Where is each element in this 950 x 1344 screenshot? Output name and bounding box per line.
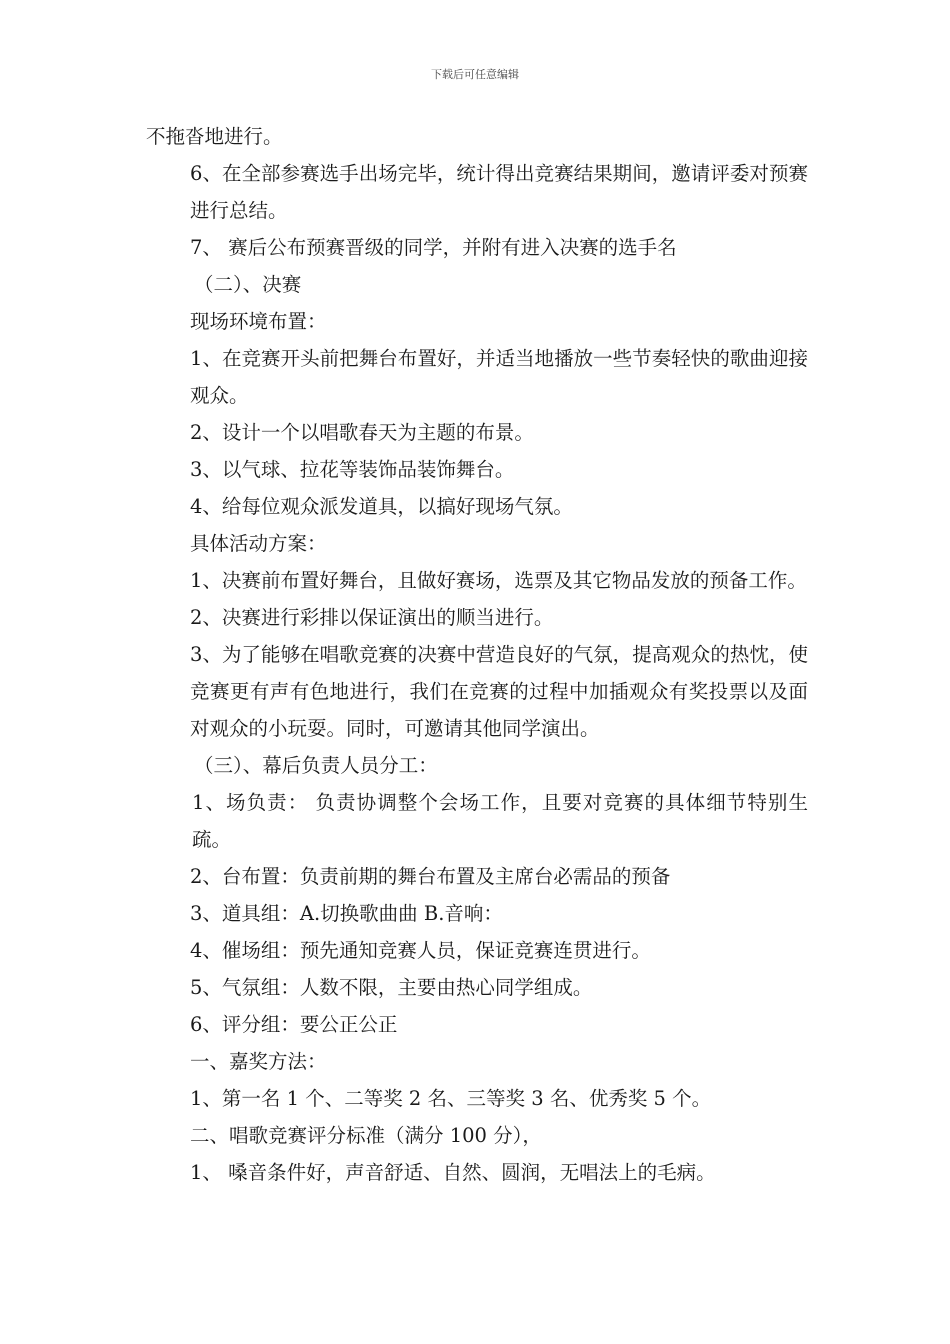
- section-heading: （三）、幕后负责人员分工：: [194, 754, 438, 777]
- paragraph-line: 2、决赛进行彩排以保证演出的顺当进行。: [190, 606, 554, 629]
- paragraph-line: 6、在全部参赛选手出场完毕，统计得出竞赛结果期间，邀请评委对预赛进行总结。: [190, 162, 808, 222]
- paragraph-line: 4、给每位观众派发道具，以搞好现场气氛。: [190, 495, 573, 518]
- paragraph-line: 1、场负责： 负责协调整个会场工作，且要对竞赛的具体细节特别生疏。: [192, 791, 808, 851]
- paragraph-line: 不拖沓地进行。: [146, 125, 283, 148]
- paragraph-line: 3、以气球、拉花等装饰品装饰舞台。: [190, 458, 515, 481]
- subsection-heading: 具体活动方案：: [190, 532, 327, 555]
- paragraph-line: 3、道具组：A.切换歌曲曲 B.音响：: [190, 902, 503, 925]
- subsection-heading: 现场环境布置：: [190, 310, 327, 333]
- paragraph-line: 1、在竞赛开头前把舞台布置好，并适当地播放一些节奏轻快的歌曲迎接观众。: [190, 347, 808, 407]
- section-heading: 二、唱歌竞赛评分标准（满分 100 分），: [190, 1124, 542, 1147]
- paragraph-line: 1、决赛前布置好舞台，且做好赛场，选票及其它物品发放的预备工作。: [190, 569, 807, 592]
- page-header: 下载后可任意编辑: [431, 68, 519, 81]
- document-body: [146, 118, 808, 1191]
- section-heading: （二）、决赛: [194, 273, 302, 296]
- paragraph-line: 1、 嗓音条件好，声音舒适、自然、圆润，无唱法上的毛病。: [190, 1161, 716, 1184]
- paragraph-line: 2、台布置：负责前期的舞台布置及主席台必需品的预备: [190, 865, 671, 888]
- paragraph-line: 5、气氛组：人数不限，主要由热心同学组成。: [190, 976, 593, 999]
- paragraph-line: 4、催场组：预先通知竞赛人员，保证竞赛连贯进行。: [190, 939, 651, 962]
- paragraph-line: 2、设计一个以唱歌春天为主题的布景。: [190, 421, 534, 444]
- paragraph-line: 6、评分组：要公正公正: [190, 1013, 398, 1036]
- paragraph-line: 1、第一名 1 个、二等奖 2 名、三等奖 3 名、优秀奖 5 个。: [190, 1087, 712, 1110]
- section-heading: 一、嘉奖方法：: [190, 1050, 327, 1073]
- paragraph-line: 3、为了能够在唱歌竞赛的决赛中营造良好的气氛，提高观众的热忱，使竞赛更有声有色地进行，我们在竞赛的过程中加插观众有奖投票以及面对观众的小玩耍。同时，可邀请其他同学演出。: [190, 643, 808, 740]
- paragraph-line: 7、 赛后公布预赛晋级的同学，并附有进入决赛的选手名: [190, 236, 677, 259]
